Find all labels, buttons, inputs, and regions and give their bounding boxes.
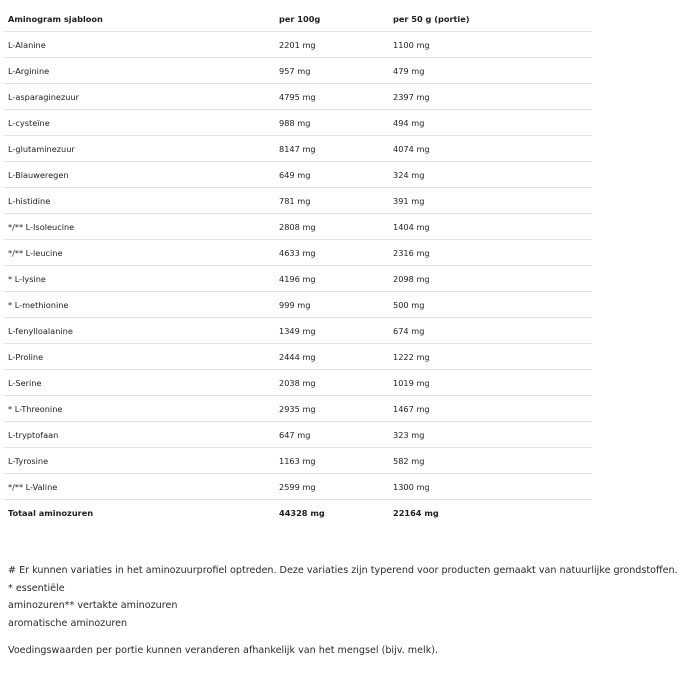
total-label: Totaal aminozuren xyxy=(8,507,94,518)
amino-acid-name: */** L-Isoleucine xyxy=(4,214,275,240)
value-per-50g: 1100 mg xyxy=(389,32,592,58)
value-per-50g: 1019 mg xyxy=(389,370,592,396)
value-per-50g: 4074 mg xyxy=(389,136,592,162)
amino-acid-name: L-Serine xyxy=(4,370,275,396)
value-per-50g: 582 mg xyxy=(389,448,592,474)
table-row xyxy=(4,58,592,84)
value-per-100g: 2201 mg xyxy=(275,32,389,58)
value-per-50g: 674 mg xyxy=(389,318,592,344)
note-branched: aminozuren** vertakte aminozuren xyxy=(8,600,178,611)
header-aminogram: Aminogram sjabloon xyxy=(4,6,275,32)
footnotes xyxy=(8,562,678,660)
value-per-50g: 1404 mg xyxy=(389,214,592,240)
amino-acid-name: * L-lysine xyxy=(4,266,275,292)
value-per-100g: 2444 mg xyxy=(275,344,389,370)
value-per-50g: 2316 mg xyxy=(389,240,592,266)
value-per-50g: 500 mg xyxy=(389,292,592,318)
value-per-50g: 323 mg xyxy=(389,422,592,448)
value-per-50g: 479 mg xyxy=(389,58,592,84)
table-header-row xyxy=(4,6,592,32)
table-row xyxy=(4,396,592,422)
value-per-100g: 4795 mg xyxy=(275,84,389,110)
value-per-50g: 1222 mg xyxy=(389,344,592,370)
value-per-100g: 781 mg xyxy=(275,188,389,214)
value-per-100g: 8147 mg xyxy=(275,136,389,162)
table-row xyxy=(4,84,592,110)
value-per-100g: 999 mg xyxy=(275,292,389,318)
table-row xyxy=(4,136,592,162)
amino-acid-name: L-Blauweregen xyxy=(4,162,275,188)
total-row xyxy=(4,500,592,526)
note-variations: # Er kunnen variaties in het aminozuurprofiel optreden. Deze variaties zijn typerend voor producten gemaakt van natuurlijke grondstoffen. xyxy=(8,565,678,576)
table-row xyxy=(4,214,592,240)
value-per-50g: 391 mg xyxy=(389,188,592,214)
value-per-100g: 4633 mg xyxy=(275,240,389,266)
header-per-100g: per 100g xyxy=(275,6,389,32)
value-per-50g: 1467 mg xyxy=(389,396,592,422)
amino-acid-name: */** L-Valine xyxy=(4,474,275,500)
table-body xyxy=(4,32,592,500)
value-per-50g: 2397 mg xyxy=(389,84,592,110)
table-row xyxy=(4,162,592,188)
table-row xyxy=(4,448,592,474)
amino-acid-name: * L-methionine xyxy=(4,292,275,318)
amino-acid-name: L-Arginine xyxy=(4,58,275,84)
header-per-50g: per 50 g (portie) xyxy=(389,6,592,32)
amino-acid-name: L-asparaginezuur xyxy=(4,84,275,110)
amino-acid-name: L-fenylloalanine xyxy=(4,318,275,344)
amino-acid-name: L-Alanine xyxy=(4,32,275,58)
aminogram-table xyxy=(4,6,592,525)
value-per-100g: 2599 mg xyxy=(275,474,389,500)
value-per-100g: 957 mg xyxy=(275,58,389,84)
value-per-100g: 988 mg xyxy=(275,110,389,136)
value-per-50g: 494 mg xyxy=(389,110,592,136)
table-row xyxy=(4,292,592,318)
value-per-100g: 1163 mg xyxy=(275,448,389,474)
total-per-100g: 44328 mg xyxy=(279,507,325,518)
total-per-50g: 22164 mg xyxy=(393,507,439,518)
amino-acid-name: L-cysteïne xyxy=(4,110,275,136)
value-per-100g: 647 mg xyxy=(275,422,389,448)
value-per-100g: 1349 mg xyxy=(275,318,389,344)
table-row xyxy=(4,422,592,448)
value-per-50g: 1300 mg xyxy=(389,474,592,500)
table-row xyxy=(4,188,592,214)
amino-acid-name: */** L-leucine xyxy=(4,240,275,266)
amino-acid-name: L-histidine xyxy=(4,188,275,214)
table-row xyxy=(4,266,592,292)
value-per-100g: 2808 mg xyxy=(275,214,389,240)
amino-acid-name: L-Tyrosine xyxy=(4,448,275,474)
table-row xyxy=(4,240,592,266)
table-row xyxy=(4,370,592,396)
table-row xyxy=(4,110,592,136)
table-row xyxy=(4,474,592,500)
amino-acid-name: * L-Threonine xyxy=(4,396,275,422)
table-row xyxy=(4,318,592,344)
amino-acid-name: L-glutaminezuur xyxy=(4,136,275,162)
value-per-50g: 324 mg xyxy=(389,162,592,188)
amino-acid-name: L-Proline xyxy=(4,344,275,370)
value-per-100g: 2038 mg xyxy=(275,370,389,396)
table-row xyxy=(4,32,592,58)
table-row xyxy=(4,344,592,370)
note-aromatic: aromatische aminozuren xyxy=(8,617,128,629)
note-serving: Voedingswaarden per portie kunnen veranderen afhankelijk van het mengsel (bijv. melk). xyxy=(8,645,439,656)
value-per-100g: 649 mg xyxy=(275,162,389,188)
note-essential: * essentiële xyxy=(8,582,65,594)
value-per-100g: 2935 mg xyxy=(275,396,389,422)
value-per-50g: 2098 mg xyxy=(389,266,592,292)
value-per-100g: 4196 mg xyxy=(275,266,389,292)
amino-acid-name: L-tryptofaan xyxy=(4,422,275,448)
